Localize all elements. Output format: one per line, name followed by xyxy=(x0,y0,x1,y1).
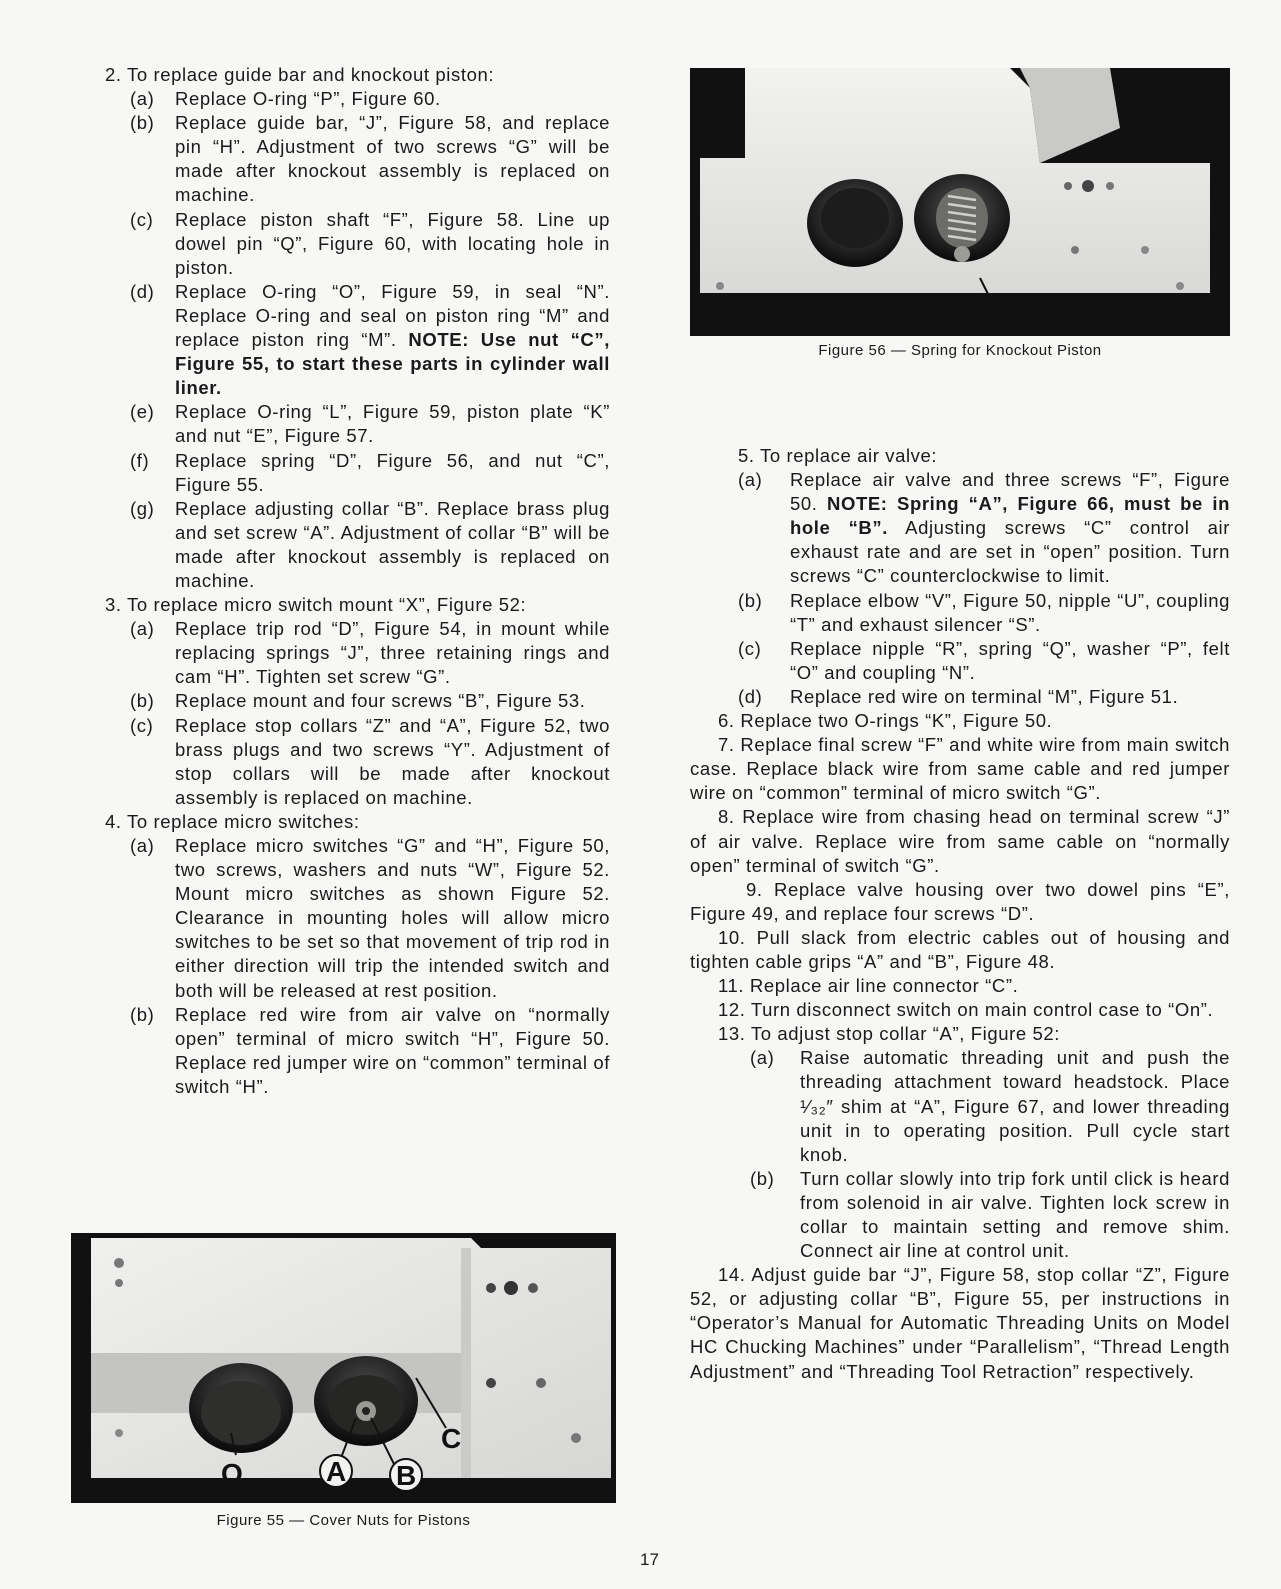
step-text: Replace air valve and three screws “F”, Figure 50. xyxy=(790,469,1230,515)
step-label: (e) xyxy=(130,401,155,423)
callout-b: B xyxy=(396,1460,417,1491)
step-text: Turn collar slowly into trip fork until click is heard from solenoid in air valve. Tighten lock screw in collar to maintain setting and remove shim. Connect air line at control unit. xyxy=(800,1167,1230,1262)
step-8: 8. Replace wire from chasing head on terminal screw “J” of air valve. Replace wire from same cable on “normally open” terminal of switch “G”. xyxy=(690,806,1230,876)
step-2d xyxy=(105,280,610,400)
step-label: (b) xyxy=(738,589,763,611)
figure-55-caption: Figure 55 — Cover Nuts for Pistons xyxy=(216,1512,471,1529)
callout-c: C xyxy=(441,1423,462,1454)
step-label: (c) xyxy=(130,208,154,230)
step-5b xyxy=(690,589,1230,637)
step-text: Replace O-ring “P”, Figure 60. xyxy=(175,88,441,110)
step-text: Replace spring “D”, Figure 56, and nut “C”, Figure 55. xyxy=(175,449,610,495)
step-text: Replace mount and four screws “B”, Figure 53. xyxy=(175,690,586,712)
step-label: (d) xyxy=(738,685,763,707)
step-text: Replace guide bar, “J”, Figure 58, and replace pin “H”. Adjustment of two screws “G” will be made after knockout assembly is replaced on machine. xyxy=(175,112,610,206)
step-text: Replace nipple “R”, spring “Q”, washer “P”, felt “O” and coupling “N”. xyxy=(790,637,1230,683)
step-text: Replace red wire from air valve on “normally open” terminal of micro switch “H”, Figure 50. Replace red jumper wire on “common” terminal of switch “H”. xyxy=(175,1003,610,1097)
step-10: 10. Pull slack from electric cables out of housing and tighten cable grips “A” and “B”, Figure 48. xyxy=(690,926,1230,972)
step-2c xyxy=(105,208,610,280)
step-2a xyxy=(105,87,610,111)
step-14: 14. Adjust guide bar “J”, Figure 58, stop collar “Z”, Figure 52, or adjusting collar “B”, Figure 55, per instructions in “Operator’s Manual for Automatic Threading Units on Model HC Chucking Machines” under “Parallelism”, “Thread Length Adjustment” and “Threading Tool Retraction” respectively. xyxy=(690,1264,1230,1382)
step-2f xyxy=(105,449,610,497)
step-2b xyxy=(105,111,610,207)
step-9: 9. Replace valve housing over two dowel pins “E”, Figure 49, and replace four screws “D”. xyxy=(690,878,1230,924)
step-7: 7. Replace final screw “F” and white wire from main switch case. Replace black wire from same cable and red jumper wire on “common” terminal of micro switch “G”. xyxy=(690,734,1230,804)
step-3a xyxy=(105,617,610,689)
step-label: (c) xyxy=(130,714,154,736)
left-column xyxy=(105,63,610,1099)
step-12: 12. Turn disconnect switch on main control case to “On”. xyxy=(718,999,1214,1021)
step-3: 3. To replace micro switch mount “X”, Figure 52: xyxy=(105,594,527,616)
step-label: (a) xyxy=(738,469,763,491)
step-5a xyxy=(690,468,1230,588)
step-text: Replace red wire on terminal “M”, Figure 51. xyxy=(790,685,1179,707)
step-13a xyxy=(690,1046,1230,1166)
step-label: (g) xyxy=(130,497,155,519)
step-text: Raise automatic threading unit and push the threading attachment toward headstock. Place ¹⁄₃₂″ shim at “A”, Figure 67, and lower threading unit in to operating position. Pull cycle start knob. xyxy=(800,1047,1230,1165)
step-4: 4. To replace micro switches: xyxy=(105,810,360,832)
step-label: (a) xyxy=(130,88,155,110)
step-text: Adjusting screws “C” control air exhaust rate and are set in “open” position. Turn screws “C” counterclockwise to limit. xyxy=(790,517,1230,587)
step-13: 13. To adjust stop collar “A”, Figure 52: xyxy=(718,1023,1060,1045)
step-5c xyxy=(690,637,1230,685)
step-label: (b) xyxy=(130,112,155,134)
step-label: (a) xyxy=(130,835,155,856)
step-3b xyxy=(105,689,610,713)
step-6: 6. Replace two O-rings “K”, Figure 50. xyxy=(718,710,1053,732)
figure-56-caption: Figure 56 — Spring for Knockout Piston xyxy=(818,342,1102,359)
step-text: Replace trip rod “D”, Figure 54, in mount while replacing springs “J”, three retaining rings and cam “H”. Tighten set screw “G”. xyxy=(175,618,610,688)
figure-56-illustration xyxy=(690,68,1230,336)
step-4a xyxy=(105,834,610,1003)
step-2e xyxy=(105,400,610,448)
step-text: Replace O-ring “O”, Figure 59, in seal “N”. Replace O-ring and seal on piston ring “M” and replace piston ring “M”. xyxy=(175,280,610,351)
step-text: Replace adjusting collar “B”. Replace brass plug and set screw “A”. Adjustment of collar “B” will be made after knockout assembly is replaced on machine. xyxy=(175,497,610,591)
step-label: (c) xyxy=(738,637,762,659)
right-column xyxy=(690,444,1230,1384)
callout-q: Q xyxy=(221,1458,243,1489)
step-label: (b) xyxy=(130,1003,155,1025)
figure-56-photo xyxy=(690,68,1230,336)
step-5: 5. To replace air valve: xyxy=(738,445,938,466)
callout-a: A xyxy=(326,1456,347,1487)
step-label: (a) xyxy=(130,618,155,640)
figure-55-illustration xyxy=(71,1233,616,1503)
step-text: Replace piston shaft “F”, Figure 58. Line up dowel pin “Q”, Figure 60, with locating hole in piston. xyxy=(175,208,610,278)
step-text: Replace stop collars “Z” and “A”, Figure 52, two brass plugs and two screws “Y”. Adjustment of stop collars will be made after knockout assembly is replaced on machine. xyxy=(175,714,610,808)
note-text: NOTE: Spring “A”, Figure 66, must be in hole “B”. xyxy=(790,493,1230,539)
step-2: 2. To replace guide bar and knockout piston: xyxy=(105,64,495,85)
figure-55-photo xyxy=(71,1233,616,1503)
step-text: Replace micro switches “G” and “H”, Figure 50, two screws, washers and nuts “W”, Figure 52. Mount micro switches as shown Figure 52. Clearance in mounting holes will allow micro switches to be set so that movement of trip rod in either direction will trip the intended switch and both will be released at rest position. xyxy=(175,835,610,1001)
step-label: (b) xyxy=(130,690,155,712)
step-13b xyxy=(690,1167,1230,1263)
step-text: Replace elbow “V”, Figure 50, nipple “U”, coupling “T” and exhaust silencer “S”. xyxy=(790,589,1230,635)
step-label: (b) xyxy=(750,1167,775,1189)
step-4b xyxy=(105,1003,610,1099)
step-11: 11. Replace air line connector “C”. xyxy=(718,975,1019,997)
step-label: (d) xyxy=(130,280,155,302)
step-5d xyxy=(690,685,1230,709)
step-2g xyxy=(105,497,610,593)
step-3c xyxy=(105,714,610,810)
step-label: (a) xyxy=(750,1047,775,1069)
step-text: Replace O-ring “L”, Figure 59, piston plate “K” and nut “E”, Figure 57. xyxy=(175,401,610,447)
callout-d: D xyxy=(988,305,1009,336)
page-number: 17 xyxy=(640,1550,659,1569)
step-label: (f) xyxy=(130,449,150,471)
note-text: NOTE: Use nut “C”, Figure 55, to start these parts in cylinder wall liner. xyxy=(175,329,610,399)
